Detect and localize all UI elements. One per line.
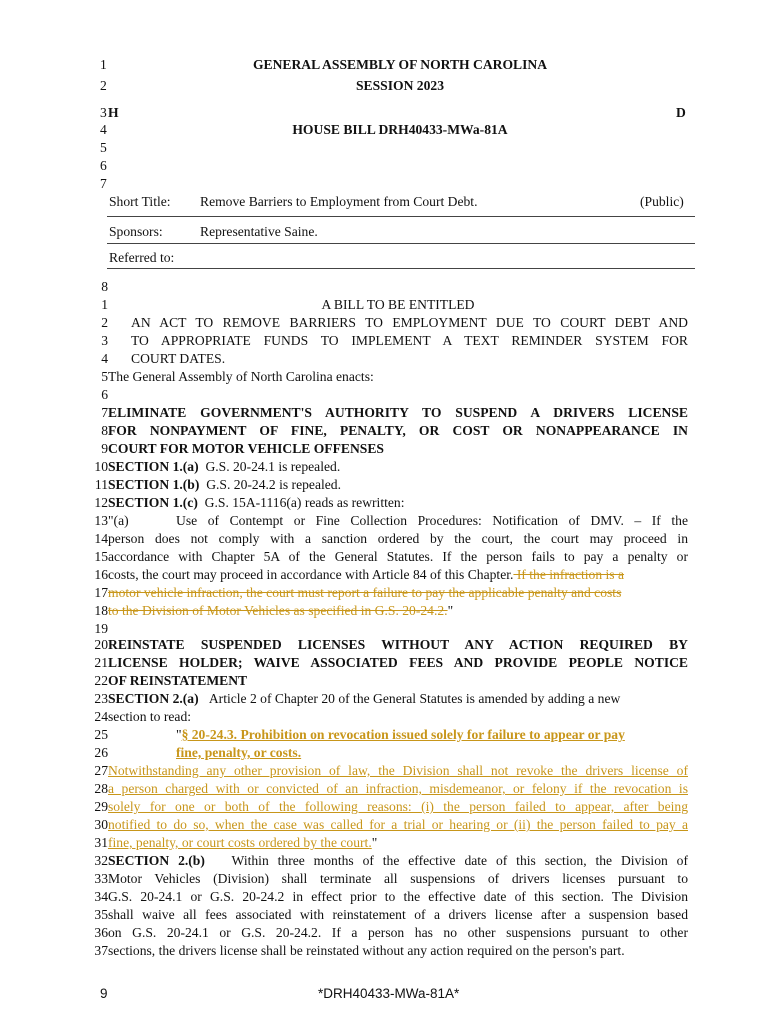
line-number: 3: [100, 105, 107, 120]
part-heading-line: LICENSE HOLDER; WAIVE ASSOCIATED FEES AND PROVIDE PEOPLE NOTICE: [108, 655, 688, 670]
statute-text-line: [108, 566, 624, 584]
line-number: 19: [94, 621, 108, 636]
statute-text-line: Motor Vehicles (Division) shall terminate all suspensions of drivers licenses pursuant to: [108, 871, 688, 886]
closing-quote: ": [371, 835, 378, 850]
line-number: 1: [100, 57, 107, 72]
part-heading-line: ELIMINATE GOVERNMENT'S AUTHORITY TO SUSPEND A DRIVERS LICENSE: [108, 405, 688, 420]
section-label: SECTION 1.(a): [108, 459, 199, 474]
sponsors-label: Sponsors:: [109, 224, 163, 239]
line-number: 30: [94, 817, 108, 832]
line-number: 29: [94, 799, 108, 814]
line-number: 11: [94, 477, 108, 492]
document-id: *DRH40433-MWa-81A*: [318, 986, 460, 1001]
part-heading-line: FOR NONPAYMENT OF FINE, PENALTY, OR COST OR NONAPPEARANCE IN: [108, 423, 688, 438]
inserted-text: fine, penalty, or costs.: [176, 745, 302, 760]
line-number: 2: [101, 315, 108, 330]
closing-quote: ": [447, 603, 454, 618]
line-number: 24: [94, 709, 108, 724]
enacting-clause: The General Assembly of North Carolina enacts:: [108, 369, 374, 384]
part-heading-line: REINSTATE SUSPENDED LICENSES WITHOUT ANY ACTION REQUIRED BY: [108, 637, 688, 652]
chamber-letter-left: H: [108, 105, 119, 120]
short-title-value: Remove Barriers to Employment from Court Debt.: [200, 194, 478, 209]
line-number: 26: [94, 745, 108, 760]
section-text: G.S. 15A-1116(a) reads as rewritten:: [204, 495, 405, 510]
line-number: 33: [94, 871, 108, 886]
section-label: SECTION 2.(a): [108, 691, 199, 706]
line-number: 6: [101, 387, 108, 402]
line-number: 12: [94, 495, 108, 510]
deleted-text: motor vehicle infraction, the court must report a failure to pay the applicable penalty and costs: [108, 585, 622, 600]
short-title-label: Short Title:: [109, 194, 171, 209]
plain-text: costs, the court may proceed in accordance with Article 84 of this Chapter.: [108, 567, 514, 582]
inserted-text: a person charged with or convicted of an infraction, misdemeanor, or felony if the revocation is: [108, 781, 688, 796]
line-number: 37: [94, 943, 108, 958]
referred-label: Referred to:: [109, 250, 175, 265]
inserted-text: Notwithstanding any other provision of law, the Division shall not revoke the drivers license of: [108, 763, 688, 778]
line-number: 4: [101, 351, 108, 366]
statute-text-line: person does not comply with a sanction ordered by the court, the court may proceed in: [108, 531, 688, 546]
inserted-text: notified to do so, when the case was called for a trial or hearing or (ii) the person failed to pay a: [108, 817, 688, 832]
line-number: 2: [100, 78, 107, 93]
table-rule: [107, 268, 695, 269]
line-number: 35: [94, 907, 108, 922]
section-text: Article 2 of Chapter 20 of the General Statutes is amended by adding a new: [208, 691, 621, 706]
assembly-title: GENERAL ASSEMBLY OF NORTH CAROLINA: [252, 57, 548, 72]
section-label: SECTION 2.(b): [108, 853, 205, 868]
line-number: 34: [94, 889, 108, 904]
line-number: 22: [94, 673, 108, 688]
statute-text-line: section to read:: [108, 709, 192, 724]
draft-letter-right: D: [676, 105, 686, 120]
session-title: SESSION 2023: [355, 78, 444, 93]
statute-text-line: [108, 834, 377, 852]
statute-text-line: G.S. 20-24.1 or G.S. 20-24.2 in effect prior to the effective date of this section. The Division: [108, 889, 688, 904]
line-number: 20: [94, 637, 108, 652]
line-number: 13: [94, 513, 108, 528]
statute-text-line: accordance with Chapter 5A of the General Statutes. If the person fails to pay a penalty or: [108, 549, 688, 564]
statute-text-line: on G.S. 20-24.1 or G.S. 20-24.2. If a person has no other suspensions pursuant to other: [108, 925, 688, 940]
line-number: 8: [101, 423, 108, 438]
line-number: 17: [94, 585, 108, 600]
statute-text-line: sections, the drivers license shall be reinstated without any action required on the person's part.: [108, 943, 625, 958]
statute-text-line: Use of Contempt or Fine Collection Procedures: Notification of DMV. – If the: [176, 513, 688, 528]
section-1c: [108, 494, 405, 512]
line-number: 25: [94, 727, 108, 742]
table-rule: [107, 243, 695, 244]
bill-entitled-title: A BILL TO BE ENTITLED: [321, 297, 475, 312]
line-number: 7: [100, 176, 107, 191]
line-number: 8: [101, 279, 108, 294]
line-number: 18: [94, 603, 108, 618]
section-2a: [108, 690, 688, 708]
opening-quote: ": [176, 727, 182, 742]
public-marker: (Public): [640, 194, 684, 209]
bill-id: HOUSE BILL DRH40433-MWa-81A: [292, 122, 508, 137]
line-number: 31: [94, 835, 108, 850]
line-number: 36: [94, 925, 108, 940]
line-number: 10: [94, 459, 108, 474]
part-heading-line: COURT FOR MOTOR VEHICLE OFFENSES: [108, 441, 384, 456]
line-number: 6: [100, 158, 107, 173]
act-title-line: COURT DATES.: [131, 351, 226, 366]
section-2b: [108, 852, 688, 870]
inserted-text: § 20-24.3. Prohibition on revocation issued solely for failure to appear or pay: [181, 727, 625, 742]
line-number: 32: [94, 853, 108, 868]
sponsors-value: Representative Saine.: [200, 224, 318, 239]
line-number: 3: [101, 333, 108, 348]
section-text: G.S. 20-24.1 is repealed.: [205, 459, 341, 474]
statute-text-line: [108, 602, 453, 620]
section-label: SECTION 1.(b): [108, 477, 200, 492]
subsection-a-label: "(a): [108, 513, 129, 528]
section-text: Within three months of the effective date of this section, the Division of: [231, 853, 688, 868]
line-number: 4: [100, 122, 107, 137]
line-number: 23: [94, 691, 108, 706]
act-title-line: TO APPROPRIATE FUNDS TO IMPLEMENT A TEXT REMINDER SYSTEM FOR: [131, 333, 688, 348]
statute-text-line: shall waive all fees associated with reinstatement of a drivers license after a suspension based: [108, 907, 688, 922]
line-number: 28: [94, 781, 108, 796]
line-number: 1: [101, 297, 108, 312]
section-1b: [108, 476, 341, 494]
section-text: G.S. 20-24.2 is repealed.: [206, 477, 341, 492]
deleted-text: to the Division of Motor Vehicles as specified in G.S. 20-24.2.: [108, 603, 448, 618]
line-number: 21: [94, 655, 108, 670]
line-number: 9: [101, 441, 108, 456]
act-title-line: AN ACT TO REMOVE BARRIERS TO EMPLOYMENT DUE TO COURT DEBT AND: [131, 315, 688, 330]
line-number: 7: [101, 405, 108, 420]
line-number: 27: [94, 763, 108, 778]
line-number: 15: [94, 549, 108, 564]
deleted-text: If the infraction is a: [513, 567, 625, 582]
line-number: 5: [100, 140, 107, 155]
line-number: 14: [94, 531, 108, 546]
line-number: 16: [94, 567, 108, 582]
section-label: SECTION 1.(c): [108, 495, 198, 510]
line-number: 5: [101, 369, 108, 384]
part-heading-line: OF REINSTATEMENT: [108, 673, 248, 688]
inserted-text: fine, penalty, or court costs ordered by the court.: [108, 835, 372, 850]
page-number: 9: [100, 986, 108, 1001]
section-1a: [108, 458, 340, 476]
new-section-heading: [176, 726, 688, 744]
table-rule: [107, 216, 695, 217]
inserted-text: solely for one or both of the following reasons: (i) the person failed to appear, after being: [108, 799, 688, 814]
